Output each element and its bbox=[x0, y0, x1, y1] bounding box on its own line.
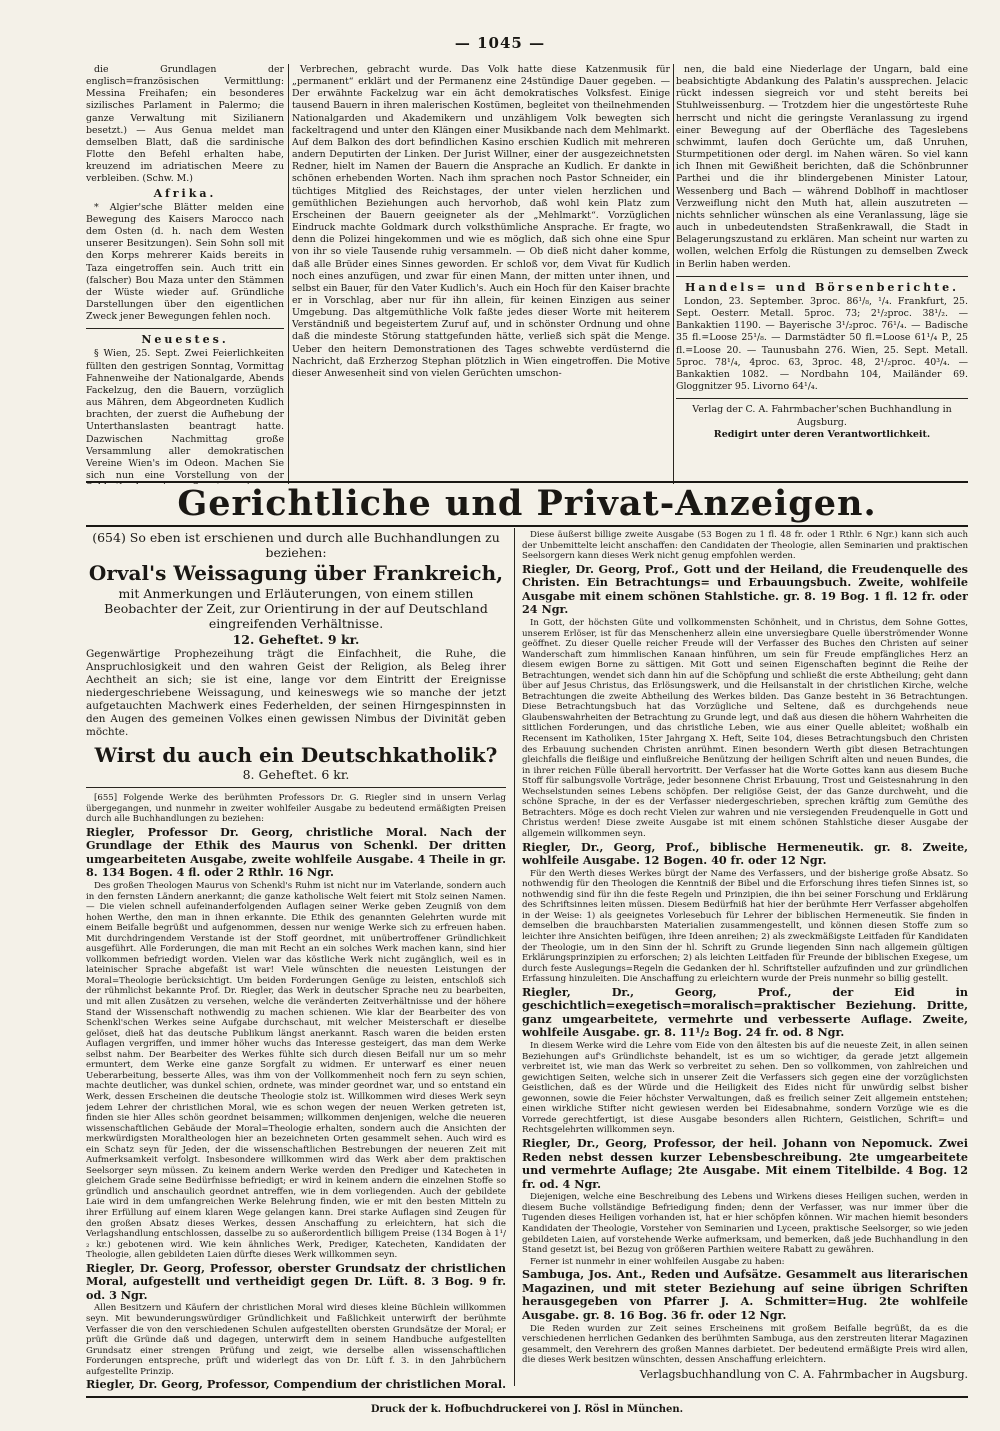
advert-intro: (654) So eben ist erschienen und durch alle Buchhandlungen zu beziehen: bbox=[92, 530, 500, 560]
advert-title: Wirst du auch ein Deutschkatholik? bbox=[94, 743, 498, 767]
book-entry: Riegler, Professor Dr. Georg, christliche Moral. Nach der Grundlage der Ethik des Maurus von Schenkl. Der dritten umgearbeiteten Ausgabe, zweite wohlfeile Ausgabe. 4 Theile in gr. 8. 134 Bogen. 4 fl. oder 2 Rthlr. 16 Ngr. bbox=[86, 824, 506, 880]
publisher-imprint: Verlag der C. A. Fahrmbacher'schen Buchhandlung in Augsburg. bbox=[692, 404, 952, 428]
divider bbox=[86, 787, 506, 788]
book-entry: Riegler, Dr., Georg, Prof., der Eid in geschichtlich=exegetisch=moralisch=praktischer Beziehung. Dritte, ganz umgearbeitete, vermehrte und verbesserte Auflage. Zweite, wohlfeile Ausgabe. gr. 8. 11¹/₂ Bog. 24 fr. od. 8 Ngr. bbox=[522, 984, 968, 1040]
book-entry: Sambuga, Jos. Ant., Reden und Aufsätze. Gesammelt aus literarischen Magazinen, und mit steter Beziehung auf seine übrigen Schriften herausgegeben von Pfarrer J. A. Schmitter=Hug. 2te wohlfeile Ausgabe. gr. 8. 16 Bog. 36 fr. oder 12 Ngr. bbox=[522, 1267, 968, 1322]
printer-imprint: Druck der k. Hofbuchdruckerei von J. Rösl in München. bbox=[370, 1404, 684, 1415]
book-description: Die Reden wurden zur Zeit seines Erscheinens mit großem Beifalle begrüßt, da es die verschiedenen herrlichen Gedanken des berühmten Sambuga, aus den zerstreuten literar Magazinen gesammelt, den Verehrern des großen Mannes darbietet. Der bedeutend ermäßigte Preis wird allen, die dieses Werk besitzen wünschten, dessen Anschaffung erleichtern. bbox=[522, 1323, 968, 1366]
book-description: In Gott, der höchsten Güte und vollkommensten Schönheit, und in Christus, dem Sohne Gottes, unserem Erlöser, ist für das Menschenherz allein eine unversiegbare Quelle überströmender Wonne geöffnet. Zu dieser Quelle reicher Freude will der Verfasser des Buches den Christen auf seiner Wanderschaft zum himmlischen Kanaan hinführen, um sein für Freude empfängliches Herz an diesem ewigen Borne zu sättigen. Mit Gott und seinen Eigenschaften beginnt die Reihe der Betrachtungen, wendet sich dann hin auf die Schöpfung und schließt die erste Abtheilung; geht dann über auf Jesus Christus, das Erlösungswerk, und die Heilsanstalt in der christlichen Kirche, welche Betrachtungen die zweite Abtheilung des Werkes bilden. Das Ganze besteht in 36 Betrachtungen. Diese Betrachtungsbuch hat das Vorzügliche und Seltene, daß es durchgehends neue Glaubenswahrheiten der Betrachtung zu Grunde legt, und daß aus diesen die höhern Wahrheiten die sittlichen Forderungen, und das christliche Leben, wie aus einer Quelle ableitet; woßhalb ein Recensent im Katholiken, 15ter Jahrgang X. Heft, Seite 104, dieses Betrachtungsbuch den Christen des Erbauung suchenden Christen anrühmt. Einen besondern Werth gibt diesen Betrachtungen gleichfalls die fleißige und einflußreiche Benützung der heiligen Schrift alten und neuen Bundes, die in ihrer reichen Fülle überall hervortritt. Der Verfasser hat die Worte Gottes kann aus diesem Buche Stoff für salbungsvolle Vorträge, jeder besonnene Christ Erbauung, Trost und Geistesnahrung in den Wechselstunden seines Lebens schöpfen. Der religiöse Geist, der das Ganze durchweht, und die schöne Sprache, in der es der Verfasser niedergeschrieben, sprechen kräftig zum Gemüthe des Betrachters. Möge es doch recht Vielen zur wahren und nie versiegenden Freudenquelle in Gott und Christus werden! Diese zweite Ausgabe ist mit einem schönen Stahlstiche dieser Ausgabe der allgemein willkommen seyn. bbox=[522, 618, 968, 839]
book-entry: Riegler, Dr. Georg, Prof., Gott und der Heiland, die Freudenquelle des Christen. Ein Betrachtungs= und Erbauungsbuch. Zweite, wohlfeile Ausgabe mit einem schönen Stahlstiche. gr. 8. 19 Bog. 1 fl. 12 fr. oder 24 Ngr. bbox=[522, 561, 968, 617]
column-divider bbox=[514, 528, 515, 1386]
advert-title: Orval's Weissagung über Frankreich, bbox=[88, 561, 504, 585]
book-entry: Riegler, Dr., Georg, Professor, der heil. Johann von Nepomuck. Zwei Reden nebst dessen kurzer Lebensbeschreibung. 2te umgearbeitete und vermehrte Auflage; 2te Ausgabe. Mit einem Titelbilde. 4 Bog. 12 fr. od. 4 Ngr. bbox=[522, 1136, 968, 1191]
advert-intro: Ferner ist nunmehr in einer wohlfeilen Ausgabe zu haben: bbox=[530, 1256, 785, 1267]
advert-column-right bbox=[522, 530, 968, 1392]
editor-note: Redigirt unter deren Verantwortlichkeit. bbox=[713, 428, 931, 440]
divider bbox=[86, 328, 284, 329]
column-2 bbox=[292, 64, 670, 484]
article-text: § Wien, 25. Sept. Zwei Feierlichkeiten füllten den gestrigen Sonntag, Vormittag Fahnenweihe der Nationalgarde, Abends Fackelzug, den die Bauern, vorzüglich aus Mähren, dem Abgeordneten Kudlich brachten, der zuerst die Aufhebung der Unterthanslasten beantragt hatte. Dazwischen Nachmittag große Versammlung aller demokratischen Vereine Wien's im Odeon. Machen Sie sich nun eine Vorstellung von der bbox=[86, 348, 284, 481]
article-text: * Algier'sche Blätter melden eine Bewegung des Kaisers Marocco nach dem Osten (d. h. nach dem Westen unserer Besitzungen). Sein Sohn soll mit den Korps mehrerer Kaids bereits in Taza eingetroffen sein. Auch tritt ein (falscher) Bou Maza unter den Stämmen der Wüste wieder auf. Gründliche Darstellungen über den eigentlichen Zweck jener Bewegungen fehlen noch. bbox=[86, 201, 284, 323]
column-divider bbox=[288, 64, 289, 484]
book-entry: Riegler, Dr. Georg, Professor, Compendium der christlichen Moral. bbox=[86, 1377, 506, 1392]
advert-column-left bbox=[86, 530, 506, 1392]
advert-subtitle: mit Anmerkungen und Erläuterungen, von einem stillen Beobachter der Zeit, zur Orientirung in der auf Deutschland eingreifenden Verhältnisse. bbox=[104, 586, 488, 631]
advert-intro: [655] Folgende Werke des berühmten Professors Dr. G. Riegler sind in unsern Verlag übergegangen, und nunmehr in zweiter wohlfeiler Ausgabe zu bedeutend ermäßigten Preisen durch alle Buchhandlungen zu beziehen: bbox=[86, 793, 506, 825]
book-description: Des großen Theologen Maurus von Schenkl's Ruhm ist nicht nur im Vaterlande, sondern auch in den fernsten Ländern anerkannt; die ganze katholische Welt feiert mit Stolz seinen Namen. — Die vielen schnell aufeinanderfolgenden Auflagen seiner Werke geben Zeugniß von dem hohen Werthe, den man in ihnen erkannte. Die Ethik des genannten Gelehrten wurde mit einem Beifalle begrüßt und aufgenommen, dessen nur wenige Werke sich zu erfreuen haben. Mit durchdringendem Verstande ist der Stoff geordnet, mit unübertroffener Gründlichkeit ausgeführt. Alle Forderungen, die man mit Recht an ein solches Werk machen kann, sind hier vollkommen befriedigt worden. Vielen war das köstliche Werk nicht zugänglich, weil es in lateinischer Sprache abgefaßt ist war! Viele wünschten die neuesten Leistungen der Moral=Theologie berücksichtigt. Um beiden Forderungen Genüge zu leisten, entschloß sich der rühmlichst bekannte Prof. Dr. Riegler, das Werk in deutscher Sprache neu zu bearbeiten, und mit allen Zusätzen zu versehen, welche die veränderten Zeitverhältnisse und der höhere Stand der Wissenschaft nothwendig zu machen schienen. Wie klar der Bearbeiter des von Schenkl'schen Werkes seine Aufgabe durchschaut, mit welcher Meisterschaft er dieselbe gelöset, dieß hat das deutsche Publikum längst anerkannt. Rasch waren die beiden ersten Auflagen vergriffen, und immer höher wuchs das Interesse gesteigert, das man dem Werke selbst nahm. Der Bearbeiter des Werkes fühlte sich durch diesen Beifall nur um so mehr ermuntert, dem Werke eine ganze Sorgfalt zu widmen. Er unterwarf es einer neuen Ueberarbeitung, besserte Alles, was ihm von der Vollkommenheit noch fern zu seyn schien, machte deutlicher, was dunkel schien, ordnete, was minder geordnet war, und so entstand ein Werk, dessen Erscheinen die deutsche Theologie stolz ist. Willkommen wird dieses Werk seyn jedem Lehrer der christlichen Moral, wie es schon wegen der neuen Werken getreten ist, finden sie hier Alles schön geordnet beisammen; willkommen denjenigen, welche die neueren wissenschaftlichen Gebäude der Moral=Theologie erhalten, sondern auch die Ansichten der merkwürdigsten Moraltheologen hier an bezeichneten Orten gesammelt sehen. Auch wird es ein Schatz seyn für Jeden, der die wissenschaftlichen Bestrebungen der neueren Zeit mit Aufmerksamkeit verfolgt. Insbesondere willkommen wird das Werk aber dem praktischen Seelsorger seyn müssen. Zu keinem andern Werke werden den Prediger und Katecheten in gleichem Grade seine Bedürfnisse befriedigt; er wird in keinem andern die einzelnen Stoffe so gründlich und anschaulich geordnet antreffen, wie in dem vorliegenden. Auch der gebildete Laie wird in dem umfangreichen Werke Belehrung finden, wie er mit den besten Mitteln zu ihrer Erfüllung auf einem klaren Wege gelangen kann. Drei starke Auflagen sind Zeugen für den großen Absatz dieses Werkes, dessen Anschaffung zu erleichtern, hat sich die Verlagshandlung entschlossen, dasselbe zu so außerordentlich billigem Preise (134 Bogen à 1¹/₂ kr.) gebotenen wird. Wie kein ähnliches Werk, Prediger, Katecheten, Kandidaten der Theologie, allen gebildeten Laien dürfte dieses Werk willkommen seyn. bbox=[86, 881, 506, 1261]
divider bbox=[676, 398, 968, 399]
book-description: In diesem Werke wird die Lehre vom Eide von den ältesten bis auf die neueste Zeit, in allen seinen Beziehungen auf's Gründlichste behandelt, ist es um so wichtiger, da gerade jetzt allgemein verbreitet ist, wie man das Werk so verbreitet zu sehen. Den so vollkommen, von zahlreichen und gewichtigen Seiten, welche sich in unserer Zeit die Verfassers sich gegen eine der vorzüglichsten Geistlichen, daß es der Würde und die Heiligkeit des Eides nicht für unwürdig selbst bisher gewonnen, sowie die Feier höchster Verwaltungen, daß es freilich seiner Zeit allgemein entstehen; einen wirkliche Stifter nicht gewiesen werden bei Eidesabnahme, sondern Vorzüge wie es die Vorrede gerechtfertigt, ist diese Ausgabe besonders allen Richtern, Geistlichen, Schrift= und Rechtsgelehrten willkommen seyn. bbox=[522, 1041, 968, 1136]
advert-text: Diese äußerst billige zweite Ausgabe (53 Bogen zu 1 fl. 48 fr. oder 1 Rthlr. 6 Ngr.) kann sich auch der Unbemittelte leicht anschaffen: den Candidaten der Theologie, allen Seminarien und praktischen Seelsorgern kann dieses Werk nicht genug empfohlen werden. bbox=[522, 530, 968, 562]
article-text: die Grundlagen der englisch=französischen Vermittlung: Messina Freihafen; ein besonderes sizilisches Parlament in Palermo; die ganze Verwaltung mit Sizilianern besetzt.) — Aus Genua meldet man demselben Blatt, daß die sardinische Flotte den Befehl erhalten habe, kreuzend im adriatischen Meere zu verbleiben. (Schw. M.) bbox=[86, 64, 284, 185]
book-description: Diejenigen, welche eine Beschreibung des Lebens und Wirkens dieses Heiligen suchen, werden in diesem Buche vollständige Befriedigung finden; denn der Verfasser, was nur immer über die Tugenden dieses Heiligen vorhanden ist, hat er hier schöpfen können. Wir machen hiemit besonders Kandidaten der Theologie, Vorsteher von Seminarien und Lyceen, praktische Seelsorger, so wie jeden gebildeten Laien, auf vorstehende Werke aufmerksam, und bemerken, daß jede Buchhandlung in den Stand gesetzt ist, bei Bezug von größeren Parthien weitere Rabatt zu gewähren. bbox=[522, 1192, 968, 1256]
book-entry: Riegler, Dr., Georg, Prof., biblische Hermeneutik. gr. 8. Zweite, wohlfeile Ausgabe. 12 Bogen. 40 fr. oder 12 Ngr. bbox=[522, 839, 968, 868]
market-report: London, 23. September. 3proc. 86¹/₈, ¹/₄. Frankfurt, 25. Sept. Oesterr. Metall. 5proc. 73; 2¹/₂proc. 38¹/₂. — Bankaktien 1190. — Bayerische 3¹/₂proc. 76¹/₄. — Badische 35 fl.=Loose 25¹/₈. — Darmstädter 50 fl.=Loose 61¹/₄ P., 25 fl.=Loose 20. — Taunusbahn 276. Wien, 25. Sept. Metall. 5proc. 78¹/₄, 4proc. 63, 3proc. 48, 2¹/₂proc. 40³/₄. — Bankaktien 1082. — Nordbahn 104, Mailänder 69. Gloggnitzer 95. Livorno 64¹/₄. bbox=[676, 295, 968, 393]
section-heading-news: Neuestes. bbox=[141, 333, 229, 347]
advert-price: 12. Geheftet. 9 kr. bbox=[232, 632, 360, 647]
publisher-signature: Verlagsbuchhandlung von C. A. Fahrmbacher in Augsburg. bbox=[639, 1367, 968, 1381]
section-rule bbox=[86, 525, 968, 527]
advert-price: 8. Geheftet. 6 kr. bbox=[242, 767, 350, 782]
article-text: Verbrechen, gebracht wurde. Das Volk hatte diese Katzenmusik für „permanent“ erklärt und der Permanenz eine 24stündige Dauer gegeben. — Der erwähnte Fackelzug war ein ächt demokratisches Volksfest. Einige tausend Bauern in ihren malerischen Kostümen, begleitet von theilnehmenden Nationalgarden und Akademikern und unzähligem Volk bewegten sich fackeltragend und unter den Klängen einer Musikbande nach dem Mehlmarkt. Auf dem Balkon des dort befindlichen Kasino erschien Kudlich mit mehreren andern Deputirten der Linken. Der Jurist Willner, einer der ausgezeichnetsten Redner, hielt im Namen der Bauern die Ansprache an Kudlich. Er dankte in schönen erhebenden Worten. Nach ihm sprachen noch Pastor Schneider, ein tüchtiges Mitglied des Reichstages, der unter vielen herzlichen und gemüthlichen Beziehungen auch hervorhob, daß wohl kein Platz zum Erscheinen der Bauern geeigneter als der „Mehlmarkt“. Vorzüglichen Eindruck machte Goldmark durch volksthümliche Ansprache. Er fragte, wo denn die Polizei hingekommen und wie es möglich, daß sich ohne eine Spur von ihr so viele Tausende ruhig versammeln. — Ob dieß nicht daher komme, daß alle Brüder eines Sinnes geworden. Er schloß vor, dem Vivat für Kudlich noch eines anzufügen, und zwar für einen Mann, der mitten unter ihnen, und selbst ein Bauer, für den Vater Kudlich's. Auch ein Hoch für den Kaiser brachte er in Vorschlag, aber nur für ihn allein, für keinen Einzigen aus seiner Umgebung. Das altgemüthliche Volk faßte jedes dieser Worte mit heiterem Verständniß und begeistertem Zuruf auf, und in schönster Ordnung und ohne daß die mindeste Störung stattgefunden hätte, verließ sich spät die Menge. Ueber den heitern Demonstrationen des Tages schwebte verdüsternd die Nachricht, daß Erzherzog Stephan plötzlich in Wien eingetroffen. Die Motive dieser Anwesenheit sind von vielen Gerüchten umschon- bbox=[292, 64, 670, 379]
column-1 bbox=[86, 64, 284, 484]
book-description: Für den Werth dieses Werkes bürgt der Name des Verfassers, und der bisherige große Absatz. So nothwendig für den Theologen die Kenntniß der Bibel und die Erforschung ihres tiefen Sinnes ist, so nothwendig sind für ihn die feste Regeln und Prinzipien, die ihn bei seiner Forschung und Erklärung des Schriftsinnes leiten müssen. Diesem Bedürfniß hat hier der berühmte Herr Verfasser abgeholfen in der Weise: 1) als geeignetes Vorlesebuch für Lehrer der biblischen Hermeneutik. Sie finden in demselben die brauchbarsten Materialien zusammengestellt, und können diesen Stoffe zum so leichter ihre Ansichten beifügen, ihre Ideen anreihen; 2) als zweckmäßigste Leitfaden für Kandidaten der Theologie, um in den Sinn der hl. Schrift zu Grunde liegenden Sinn nach allgemein gültigen Erklärungsprinzipien zu erforschen; 2) als leichten Leitfaden für Freunde der biblischen Exegese, um durch feste Auslegungs=Regeln die Gedanken der hl. Schriftsteller aufzufinden und zur gründlichen Erfassung hinzuleiten. Die Anschaffung zu erleichtern wurde der Preis nunmehr so billig gestellt. bbox=[522, 868, 968, 985]
column-3 bbox=[676, 64, 968, 484]
article-text: nen, die bald eine Niederlage der Ungarn, bald eine beabsichtigte Abdankung des Palatin's aussprechen. Jelacic rückt indessen siegreich vor und steht bereits bei Stuhlweissenburg. — Trotzdem hier die ungestörteste Ruhe herrscht und nicht die geringste Veranlassung zu irgend einer Bewegung auf der Oberfläche des Tageslebens schwimmt, laufen doch Gerüchte um, daß Unruhen, Sturmpetitionen oder dergl. im Nahen wären. So viel kann ich Ihnen mit Gewißheit berichten, daß die Schönbrunner Parthei und die ihr blindergebenen Minister Latour, Wessenberg und Bach — während Doblhoff in machtloser Verzweiflung nicht den Muth hat, allein auszutreten — nichts sehnlicher wünschen als eine Veranlassung, läge sie auch in unbedeutendsten Straßenkrawall, die Stadt in Belagerungszustand zu erklären. Man scheint nur warten zu wollen, welchen Erfolg die Rüstungen zu demselben Zweck in Berlin haben werden. bbox=[676, 64, 968, 270]
advert-text: Gegenwärtige Prophezeihung trägt die Einfachheit, die Ruhe, die Anspruchlosigkeit und den wahren Geist der Religion, als Beleg ihrer Aechtheit an sich; sie ist eine, lange vor dem Eintritt der Ereignisse niedergeschriebene Weissagung, und keineswegs wie so manche der jetzt aufgetauchten Machwerk eines Federhelden, der seinen Hirngespinnsten in den Augen des gemeinen Volkes einen gewissen Nimbus der Divinität geben möchte. bbox=[86, 648, 506, 738]
divider bbox=[676, 276, 968, 277]
column-divider bbox=[673, 64, 674, 484]
section-heading-africa: Afrika. bbox=[153, 186, 217, 200]
book-entry: Riegler, Dr. Georg, Professor, oberster Grundsatz der christlichen Moral, aufgestellt und vertheidigt gegen Dr. Lüft. 8. 3 Bog. 9 fr. od. 3 Ngr. bbox=[86, 1260, 506, 1302]
market-heading: Handels= und Börsenberichte. bbox=[684, 280, 960, 294]
page-number: — 1045 — bbox=[454, 34, 546, 52]
section-title: Gerichtliche und Privat-Anzeigen. bbox=[177, 483, 877, 524]
book-description: Allen Besitzern und Käufern der christlichen Moral wird dieses kleine Büchlein willkommen seyn. Mit bewunderungswürdiger Gründlichkeit und Faßlichkeit unterwirft der berühmte Verfasser die von den verschiedenen Schulen aufgestellten obersten Grundsätze der Moral; er prüft die Gründe daß und dagegen, unterwirft dem in seinem Handbuche aufgestellten Grundsatz einer strengen Prüfung und zeigt, wie derselbe allen wissenschaftlichen Forderungen entspreche, prüft und widerlegt das von Dr. Lüft f. 3. in den Jahrbüchern aufgestellte Prinzip. bbox=[86, 1303, 506, 1377]
footer-rule bbox=[86, 1396, 968, 1398]
